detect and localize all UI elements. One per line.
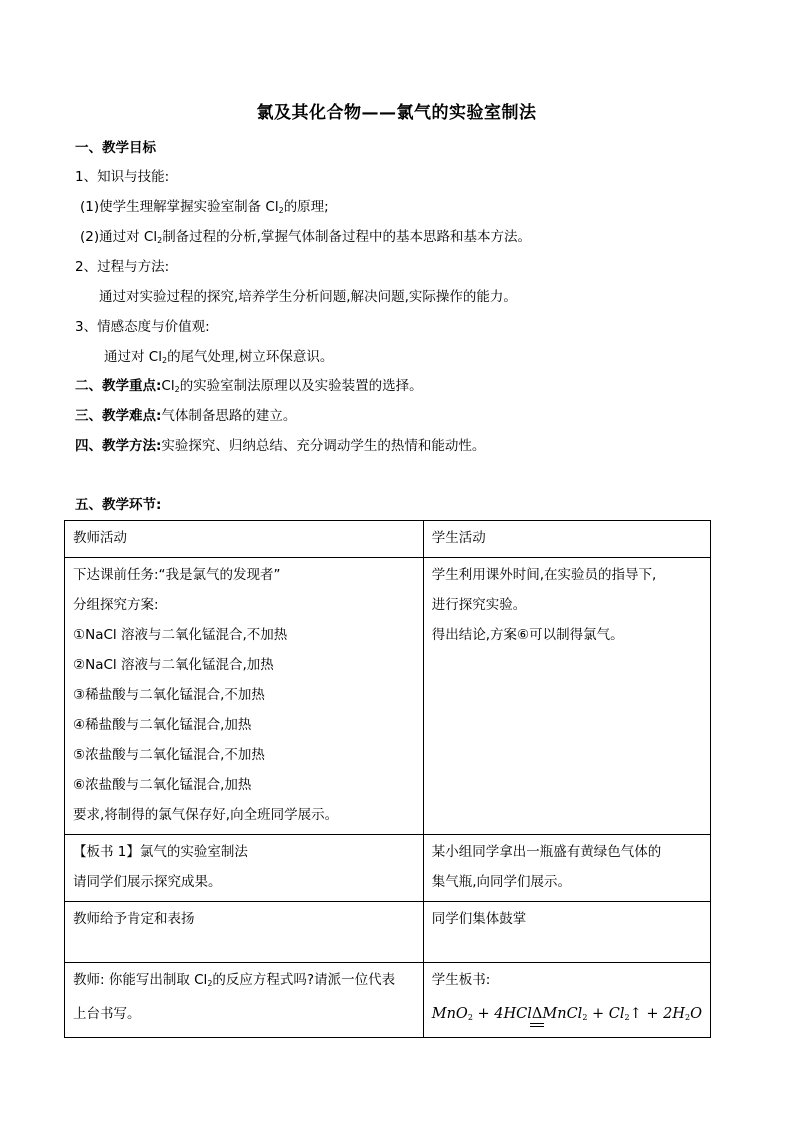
teacher-cell: 【板书 1】氯气的实验室制法 请同学们展示探究成果。 — [65, 835, 424, 902]
student-cell: 同学们集体鼓掌 — [423, 902, 710, 963]
chemical-equation: MnO$_2$ + 4HClΔMnCl$_2$ + $Cl_2↑ + 2H_2O$ — [432, 999, 702, 1033]
student-cell: 学生板书: MnO$_2$ + 4HClΔMnCl$_2$ + $Cl_2↑ + 2H_2O$ — [423, 963, 710, 1038]
process-heading: 2、过程与方法: — [75, 259, 170, 275]
teaching-method: 四、教学方法:实验探究、归纳总结、充分调动学生的热情和能动性。 — [75, 438, 486, 454]
teacher-cell: 下达课前任务:“我是氯气的发现者” 分组探究方案: ①NaCl 溶液与二氧化锰混合,不加热 ②NaCl 溶液与二氧化锰混合,加热 ③稀盐酸与二氧化锰混合,不加热 ④稀盐酸与二氧化锰混合,加热 ⑤浓盐酸与二氧化锰混合,不加热 ⑥浓盐酸与二氧化锰混合,加热 要求,将制得的氯气保存好,向全班同学展示。 — [65, 558, 424, 835]
key-point: 二、教学重点$:Cl_2$的实验室制法原理以及实验装置的选择。 — [75, 378, 423, 394]
table-row — [65, 835, 711, 902]
gas-arrow-icon: ↑ — [629, 1006, 642, 1022]
table-row — [65, 963, 711, 1038]
activity-table — [64, 520, 711, 1038]
emotion-heading: 3、情感态度与价值观: — [75, 319, 210, 335]
teacher-cell: 教师: 你能写出制取 $Cl_2$的反应方程式吗?请派一位代表 上台书写。 — [65, 963, 424, 1038]
knowledge-heading: 1、知识与技能: — [75, 169, 170, 185]
table-row — [65, 902, 711, 963]
teacher-cell: 教师给予肯定和表扬 — [65, 902, 424, 963]
knowledge-item-2: (2)通过对 $Cl_2$制备过程的分析,掌握气体制备过程中的基本思路和基本方法。 — [80, 229, 531, 245]
emotion-text: 通过对 $Cl_2$的尾气处理,树立环保意识。 — [104, 349, 334, 365]
knowledge-item-1: (1)使学生理解掌握实验室制备 $Cl_2$的原理; — [80, 199, 329, 215]
goal-heading: 一、教学目标 — [75, 140, 156, 156]
difficult-point: 三、教学难点:气体制备思路的建立。 — [75, 408, 297, 424]
header-teacher: 教师活动 — [65, 521, 424, 558]
table-header-row — [65, 521, 711, 558]
header-student: 学生活动 — [423, 521, 710, 558]
student-cell: 学生利用课外时间,在实验员的指导下, 进行探究实验。 得出结论,方案⑥可以制得氯气。 — [423, 558, 710, 835]
heat-condition: Δ — [532, 999, 542, 1029]
document-title: 氯及其化合物——氯气的实验室制法 — [256, 103, 537, 123]
process-text: 通过对实验过程的探究,培养学生分析问题,解决问题,实际操作的能力。 — [99, 289, 517, 305]
table-row — [65, 558, 711, 835]
student-cell: 某小组同学拿出一瓶盛有黄绿色气体的 集气瓶,向同学们展示。 — [423, 835, 710, 902]
steps-heading: 五、教学环节: — [75, 497, 162, 513]
